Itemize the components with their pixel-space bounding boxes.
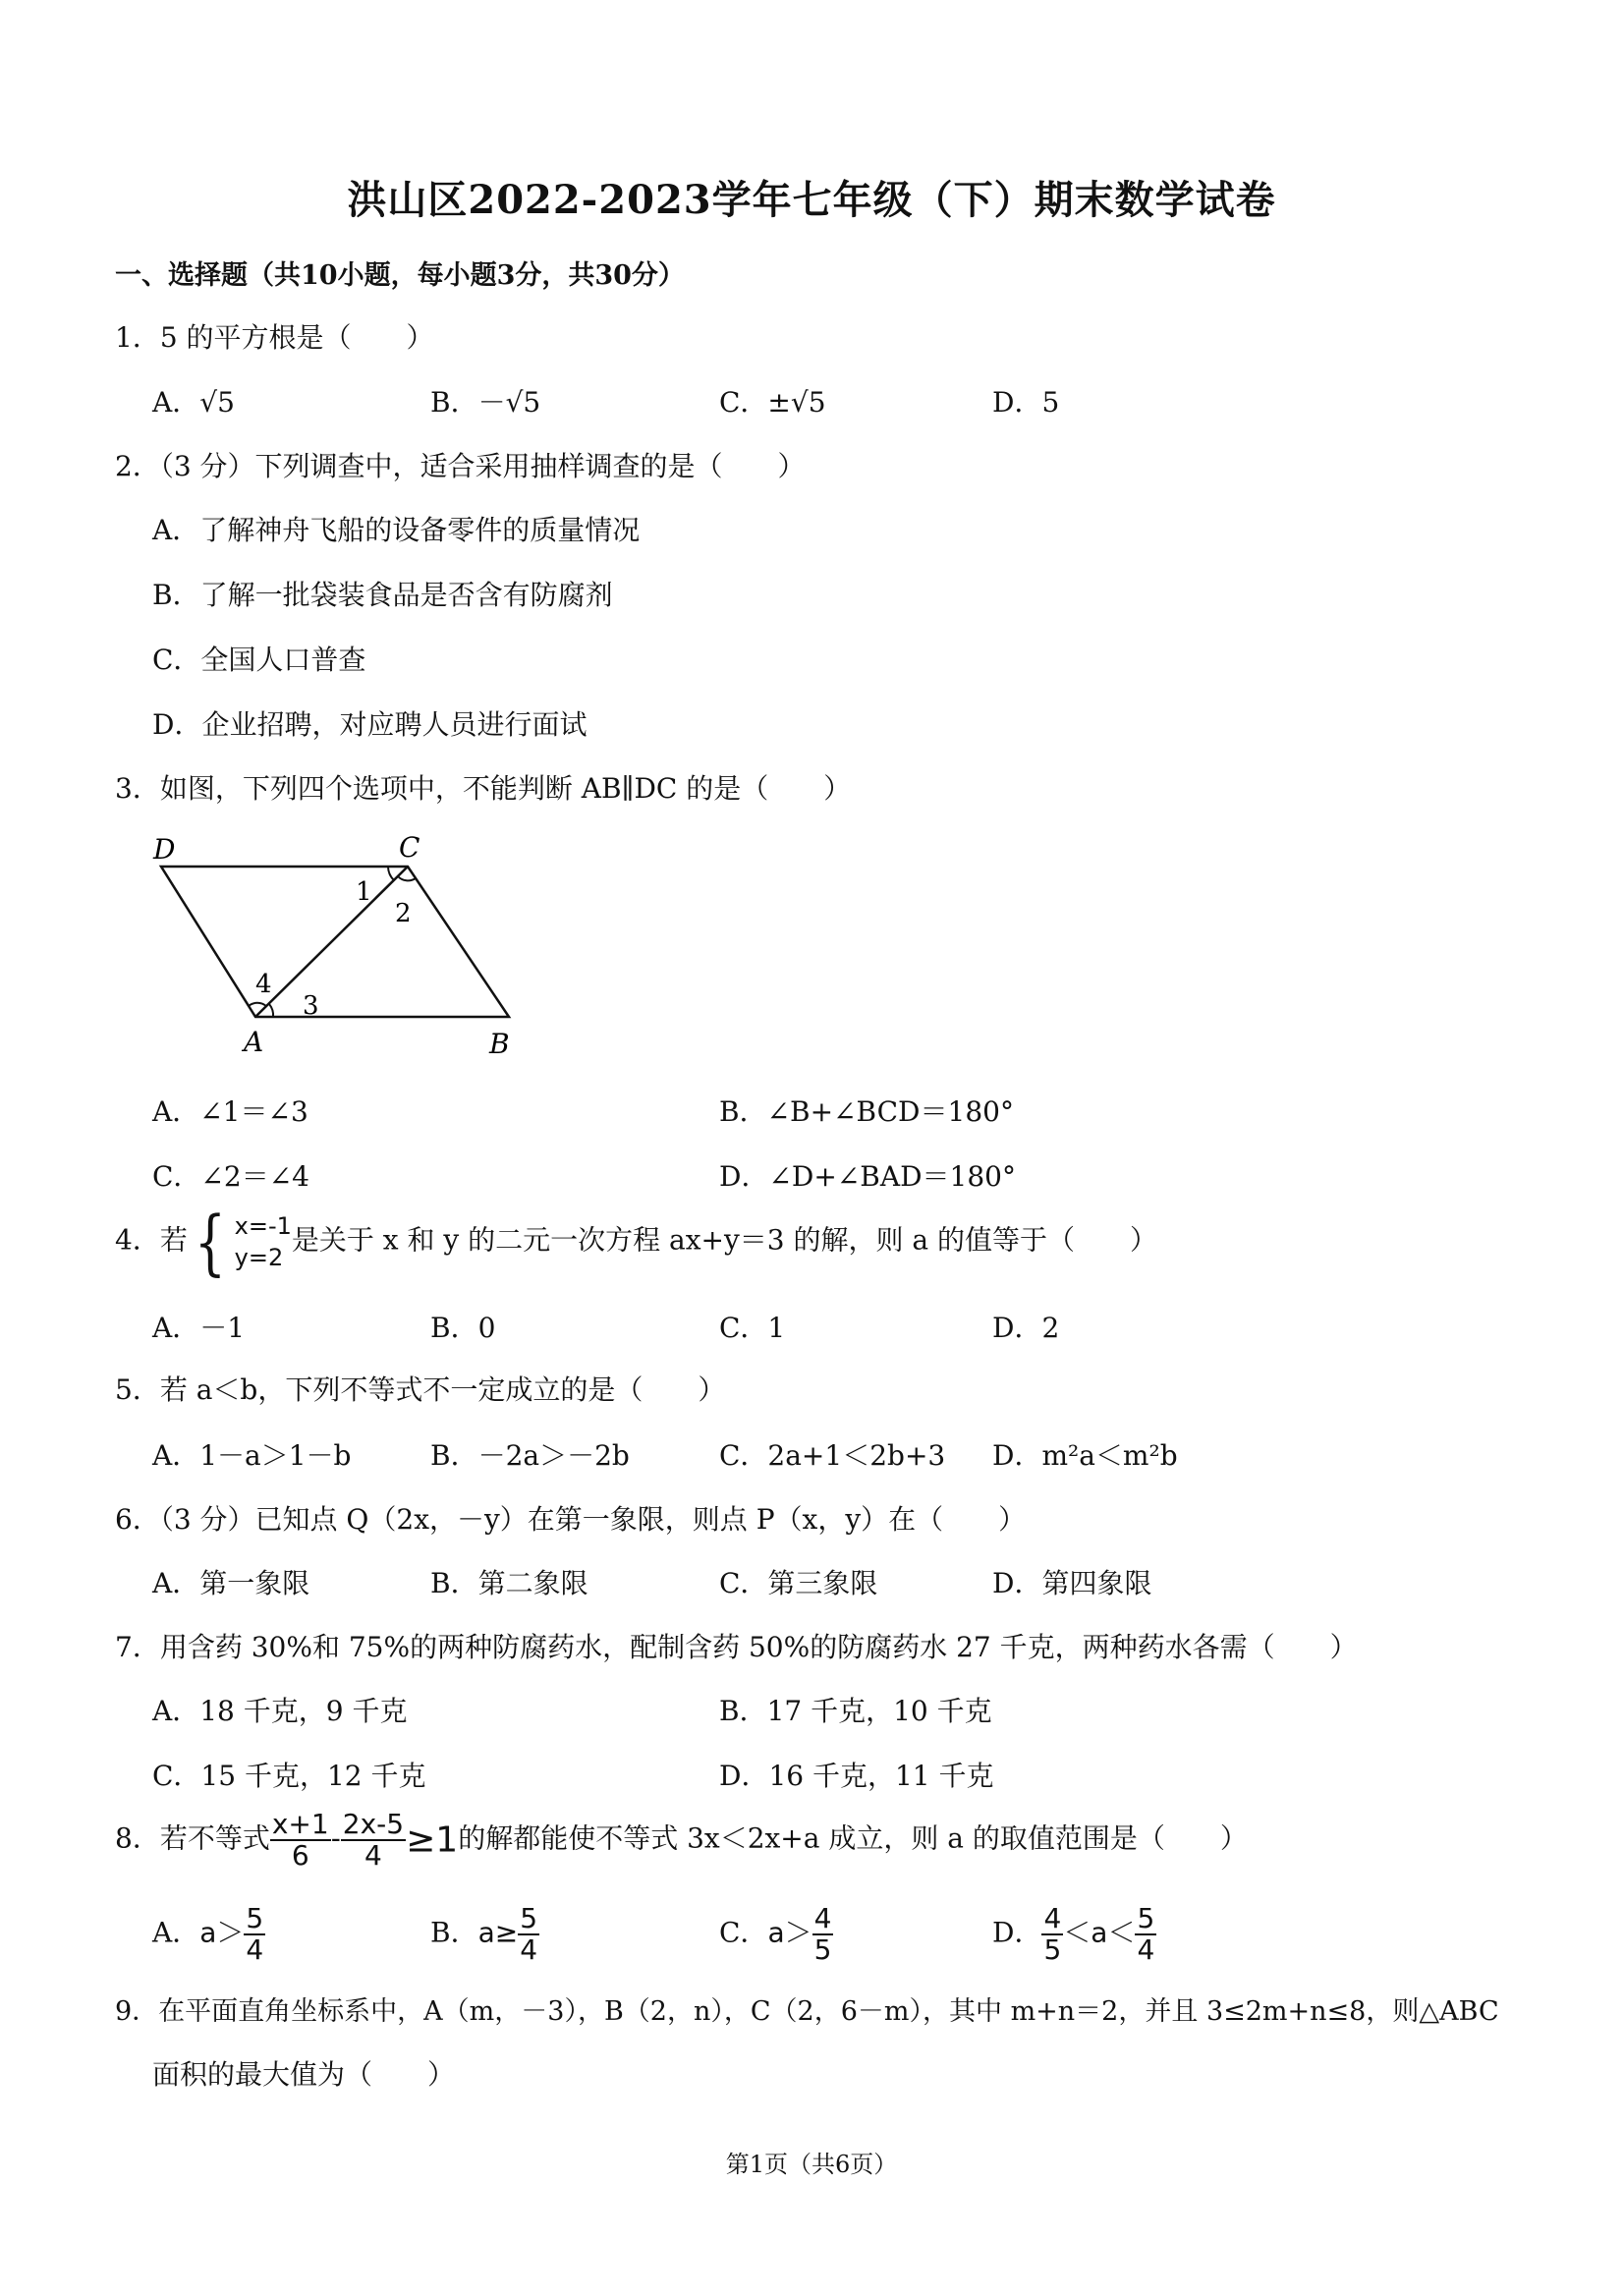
q4-option-c: C．1 — [719, 1312, 786, 1344]
q6-option-b: B．第二象限 — [430, 1567, 588, 1599]
q7-option-a: A．18 千克，9 千克 — [152, 1695, 408, 1727]
angle-1-label: 1 — [356, 877, 372, 907]
ge-one: ≥1 — [406, 1820, 459, 1861]
angle-2-label: 2 — [395, 899, 412, 928]
question-1-stem: 1．5 的平方根是（ ） — [115, 321, 434, 354]
q4-prefix: 4．若 — [115, 1223, 188, 1257]
q5-option-b: B．－2a＞－2b — [430, 1439, 630, 1472]
q5-option-d: D．m²a＜m²b — [992, 1439, 1178, 1472]
label-b: B — [489, 1028, 510, 1060]
label-c: C — [399, 831, 420, 864]
q8-prefix: 8．若不等式 — [115, 1821, 270, 1855]
q1-option-d: D．5 — [992, 386, 1060, 419]
q4-option-d: D．2 — [992, 1312, 1060, 1344]
q8-option-d: D． $\frac{4}{5}$ ＜a＜ $\frac{5}{4}$ — [992, 1902, 1155, 1966]
q3-option-c: C．∠2＝∠4 — [152, 1160, 309, 1193]
q8-option-b: B．a≥ $\frac{5}{4}$ — [430, 1902, 538, 1966]
question-8-stem — [115, 1810, 1248, 1871]
q2-option-c: C．全国人口普查 — [152, 644, 366, 676]
label-d: D — [153, 833, 176, 866]
angle-3-label: 3 — [303, 991, 319, 1021]
angle-4-label: 4 — [255, 970, 272, 999]
question-9-continuation: 面积的最大值为（ ） — [152, 2058, 456, 2091]
q5-option-a: A．1－a＞1－b — [152, 1439, 352, 1472]
equation-system: { x=-1 y=2 — [194, 1201, 292, 1283]
q3-option-d: D．∠D+∠BAD＝180° — [719, 1160, 1016, 1193]
label-a: A — [244, 1026, 264, 1058]
q1-option-a: A．√5 — [152, 386, 235, 419]
q1-option-b: B．－√5 — [430, 386, 541, 419]
question-2-stem: 2．（3 分）下列调查中，适合采用抽样调查的是（ ） — [115, 450, 806, 482]
question-9-stem: 9．在平面直角坐标系中，A（m，－3），B（2，n），C（2，6－m），其中 m+n＝2，并且 3≤2m+n≤8，则△ABC — [115, 1996, 1499, 2027]
q4-eq1: x=-1 — [234, 1212, 292, 1240]
q8-option-a: A．a＞ $\frac{5}{4}$ — [152, 1902, 264, 1966]
q4-suffix: 是关于 x 和 y 的二元一次方程 ax+y＝3 的解，则 a 的值等于（ ） — [291, 1223, 1157, 1257]
section-heading: 一、选择题（共10小题，每小题3分，共30分） — [115, 260, 685, 291]
question-5-stem: 5．若 a＜b，下列不等式不一定成立的是（ ） — [115, 1373, 726, 1406]
q3-option-a: A．∠1＝∠3 — [152, 1095, 308, 1128]
page-footer: 第1页（共6页） — [725, 2151, 898, 2178]
q2-option-d: D．企业招聘，对应聘人员进行面试 — [152, 708, 588, 741]
q8-option-c: C．a＞ $\frac{4}{5}$ — [719, 1902, 832, 1966]
q6-option-d: D．第四象限 — [992, 1567, 1152, 1599]
q8-suffix: 的解都能使不等式 3x＜2x+a 成立，则 a 的取值范围是（ ） — [458, 1821, 1248, 1855]
fraction-1: $\frac{x+1}{6}$ — [271, 1808, 329, 1872]
q5-option-c: C．2a+1＜2b+3 — [719, 1439, 946, 1472]
question-4-stem — [115, 1201, 1157, 1283]
q7-option-c: C．15 千克，12 千克 — [152, 1760, 426, 1792]
q1-option-c: C．±√5 — [719, 386, 826, 419]
q7-option-b: B．17 千克，10 千克 — [719, 1695, 992, 1727]
question-6-stem: 6．（3 分）已知点 Q（2x，－y）在第一象限，则点 P（x，y）在（ ） — [115, 1503, 1027, 1536]
q6-option-c: C．第三象限 — [719, 1567, 878, 1599]
page-title: 洪山区2022-2023学年七年级（下）期末数学试卷 — [347, 177, 1276, 223]
q2-option-a: A．了解神舟飞船的设备零件的质量情况 — [152, 514, 641, 546]
question-7-stem: 7．用含药 30%和 75%的两种防腐药水，配制含药 50%的防腐药水 27 千克，两种药水各需（ ） — [115, 1631, 1358, 1663]
q6-option-a: A．第一象限 — [152, 1567, 310, 1599]
minus-sign: - — [330, 1821, 341, 1855]
q2-option-b: B．了解一批袋装食品是否含有防腐剂 — [152, 579, 613, 611]
q3-option-b: B．∠B+∠BCD＝180° — [719, 1095, 1014, 1128]
q7-option-d: D．16 千克，11 千克 — [719, 1760, 994, 1792]
question-3-stem: 3．如图，下列四个选项中，不能判断 AB∥DC 的是（ ） — [115, 772, 852, 805]
q4-option-a: A．－1 — [152, 1312, 246, 1344]
q4-option-b: B．0 — [430, 1312, 496, 1344]
parallelogram-figure — [138, 825, 531, 1061]
q4-eq2: y=2 — [234, 1244, 284, 1271]
fraction-2: $\frac{2x-5}{4}$ — [342, 1808, 405, 1872]
